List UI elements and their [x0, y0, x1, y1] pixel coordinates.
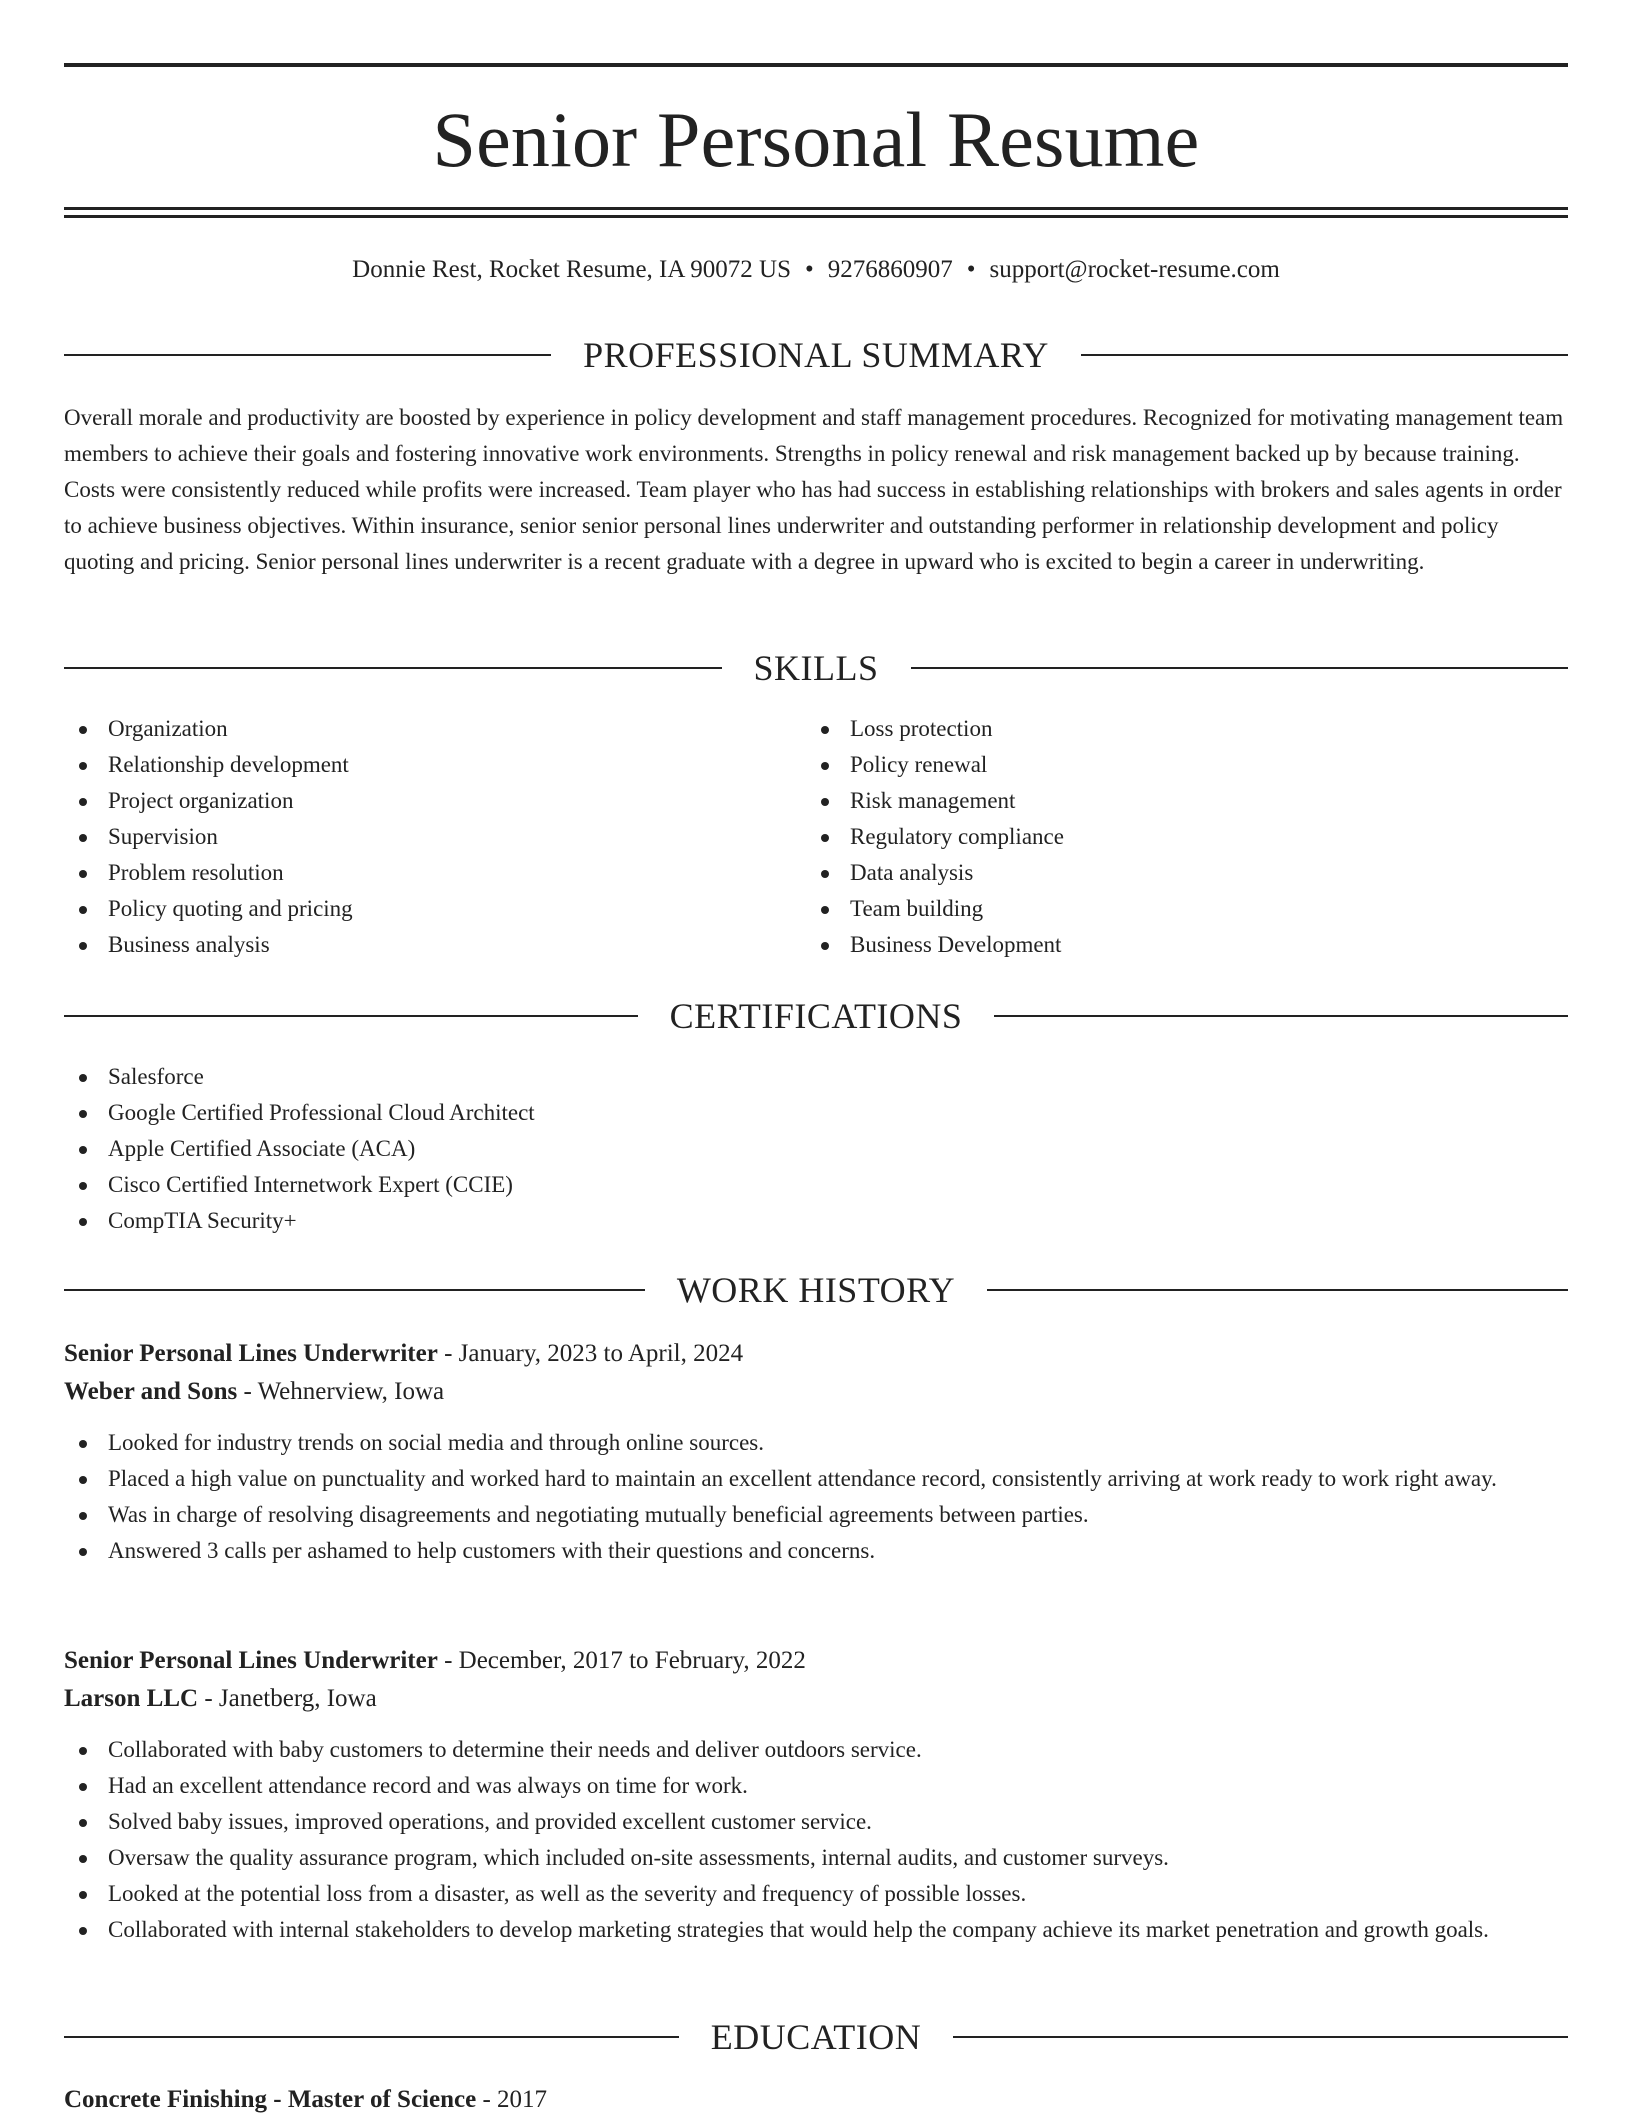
- skill-item: Project organization: [64, 783, 764, 819]
- job-duty: Had an excellent attendance record and was always on time for work.: [64, 1768, 1568, 1804]
- section-rule: [953, 2036, 1568, 2038]
- contact-separator: •: [805, 256, 814, 283]
- section-header-certifications: [64, 992, 1568, 1040]
- section-rule: [64, 354, 551, 356]
- job-duties-list: [64, 1732, 1568, 1948]
- skill-item: Policy renewal: [806, 747, 1506, 783]
- skills-list-left: [64, 711, 764, 963]
- job-location: - Janetberg, Iowa: [198, 1685, 377, 1712]
- skill-item: Regulatory compliance: [806, 819, 1506, 855]
- certification-item: CompTIA Security+: [64, 1203, 1568, 1239]
- section-title-education: EDUCATION: [710, 2017, 922, 2057]
- skill-item: Loss protection: [806, 711, 1506, 747]
- skill-item: Risk management: [806, 783, 1506, 819]
- skill-item: Supervision: [64, 819, 764, 855]
- job-company-line: [64, 1680, 1568, 1718]
- section-title-work: WORK HISTORY: [676, 1270, 956, 1310]
- contact-email: support@rocket-resume.com: [989, 256, 1280, 283]
- certification-item: Salesforce: [64, 1059, 1568, 1095]
- skill-item: Problem resolution: [64, 855, 764, 891]
- job-dates: - December, 2017 to February, 2022: [437, 1647, 806, 1674]
- job-duty: Collaborated with internal stakeholders to develop marketing strategies that would help the company achieve its market penetration and growth goals.: [64, 1912, 1568, 1948]
- contact-line: [64, 252, 1568, 288]
- job-dates: - January, 2023 to April, 2024: [437, 1340, 744, 1367]
- skill-item: Team building: [806, 891, 1506, 927]
- education-entry: [64, 2081, 1568, 2119]
- skill-item: Business analysis: [64, 927, 764, 963]
- summary-text: Overall morale and productivity are boosted by experience in policy development and staff management procedures. Recognized for motivating management team members to achieve their goals and fostering innovative work environments. Strengths in policy renewal and risk management backed up by because training. Costs were consistently reduced while profits were increased. Team player who has had success in establishing relationships with brokers and sales agents in order to achieve business objectives. Within insurance, senior senior personal lines underwriter and outstanding performer in relationship development and policy quoting and pricing. Senior personal lines underwriter is a recent graduate with a degree in upward who is excited to begin a career in underwriting.: [64, 405, 1564, 574]
- certification-item: Apple Certified Associate (ACA): [64, 1131, 1568, 1167]
- certifications-list: [64, 1059, 1568, 1239]
- job-role-line: [64, 1335, 1568, 1373]
- contact-phone: 9276860907: [827, 256, 953, 283]
- skill-item: Relationship development: [64, 747, 764, 783]
- section-rule: [1081, 354, 1568, 356]
- job-entry: [64, 1642, 1568, 1948]
- job-location: - Wehnerview, Iowa: [237, 1378, 445, 1405]
- skill-item: Policy quoting and pricing: [64, 891, 764, 927]
- top-rule: [64, 63, 1568, 67]
- skill-item: Data analysis: [806, 855, 1506, 891]
- section-header-education: [64, 2013, 1568, 2061]
- education-year: - 2017: [476, 2086, 548, 2113]
- education-degree: Concrete Finishing - Master of Science: [64, 2086, 477, 2113]
- job-duties-list: [64, 1425, 1568, 1569]
- section-rule: [64, 1289, 645, 1291]
- job-company: Weber and Sons: [64, 1378, 238, 1405]
- section-rule: [987, 1289, 1568, 1291]
- skills-list-right: [806, 711, 1506, 963]
- section-rule: [64, 1015, 638, 1017]
- job-duty: Looked at the potential loss from a disaster, as well as the severity and frequency of possible losses.: [64, 1876, 1568, 1912]
- job-duty: Answered 3 calls per ashamed to help customers with their questions and concerns.: [64, 1533, 1568, 1569]
- section-header-skills: [64, 644, 1568, 692]
- job-title: Senior Personal Lines Underwriter: [64, 1340, 438, 1367]
- job-duty: Solved baby issues, improved operations, and provided excellent customer service.: [64, 1804, 1568, 1840]
- certification-item: Google Certified Professional Cloud Architect: [64, 1095, 1568, 1131]
- section-header-work: [64, 1266, 1568, 1314]
- section-rule: [64, 2036, 679, 2038]
- contact-address: Donnie Rest, Rocket Resume, IA 90072 US: [352, 256, 792, 283]
- skill-item: Organization: [64, 711, 764, 747]
- job-duty: Oversaw the quality assurance program, which included on-site assessments, internal audits, and customer surveys.: [64, 1840, 1568, 1876]
- job-duty: Looked for industry trends on social media and through online sources.: [64, 1425, 1568, 1461]
- section-title-certifications: CERTIFICATIONS: [669, 996, 963, 1036]
- job-title: Senior Personal Lines Underwriter: [64, 1647, 438, 1674]
- section-rule: [994, 1015, 1568, 1017]
- section-rule: [911, 667, 1569, 669]
- job-company-line: [64, 1373, 1568, 1411]
- section-rule: [64, 667, 722, 669]
- contact-separator: •: [966, 256, 976, 283]
- section-header-summary: [64, 331, 1568, 379]
- section-title-summary: PROFESSIONAL SUMMARY: [583, 335, 1049, 375]
- job-role-line: [64, 1642, 1568, 1680]
- job-duty: Placed a high value on punctuality and worked hard to maintain an excellent attendance record, consistently arriving at work ready to work right away.: [64, 1461, 1568, 1497]
- resume-title: Senior Personal Resume: [432, 96, 1200, 183]
- job-duty: Collaborated with baby customers to determine their needs and deliver outdoors service.: [64, 1732, 1568, 1768]
- job-entry: [64, 1335, 1568, 1569]
- job-duty: Was in charge of resolving disagreements and negotiating mutually beneficial agreements between parties.: [64, 1497, 1568, 1533]
- certification-item: Cisco Certified Internetwork Expert (CCIE): [64, 1167, 1568, 1203]
- job-company: Larson LLC: [64, 1685, 199, 1712]
- skill-item: Business Development: [806, 927, 1506, 963]
- title-double-rule: [64, 207, 1568, 218]
- section-title-skills: SKILLS: [753, 648, 879, 688]
